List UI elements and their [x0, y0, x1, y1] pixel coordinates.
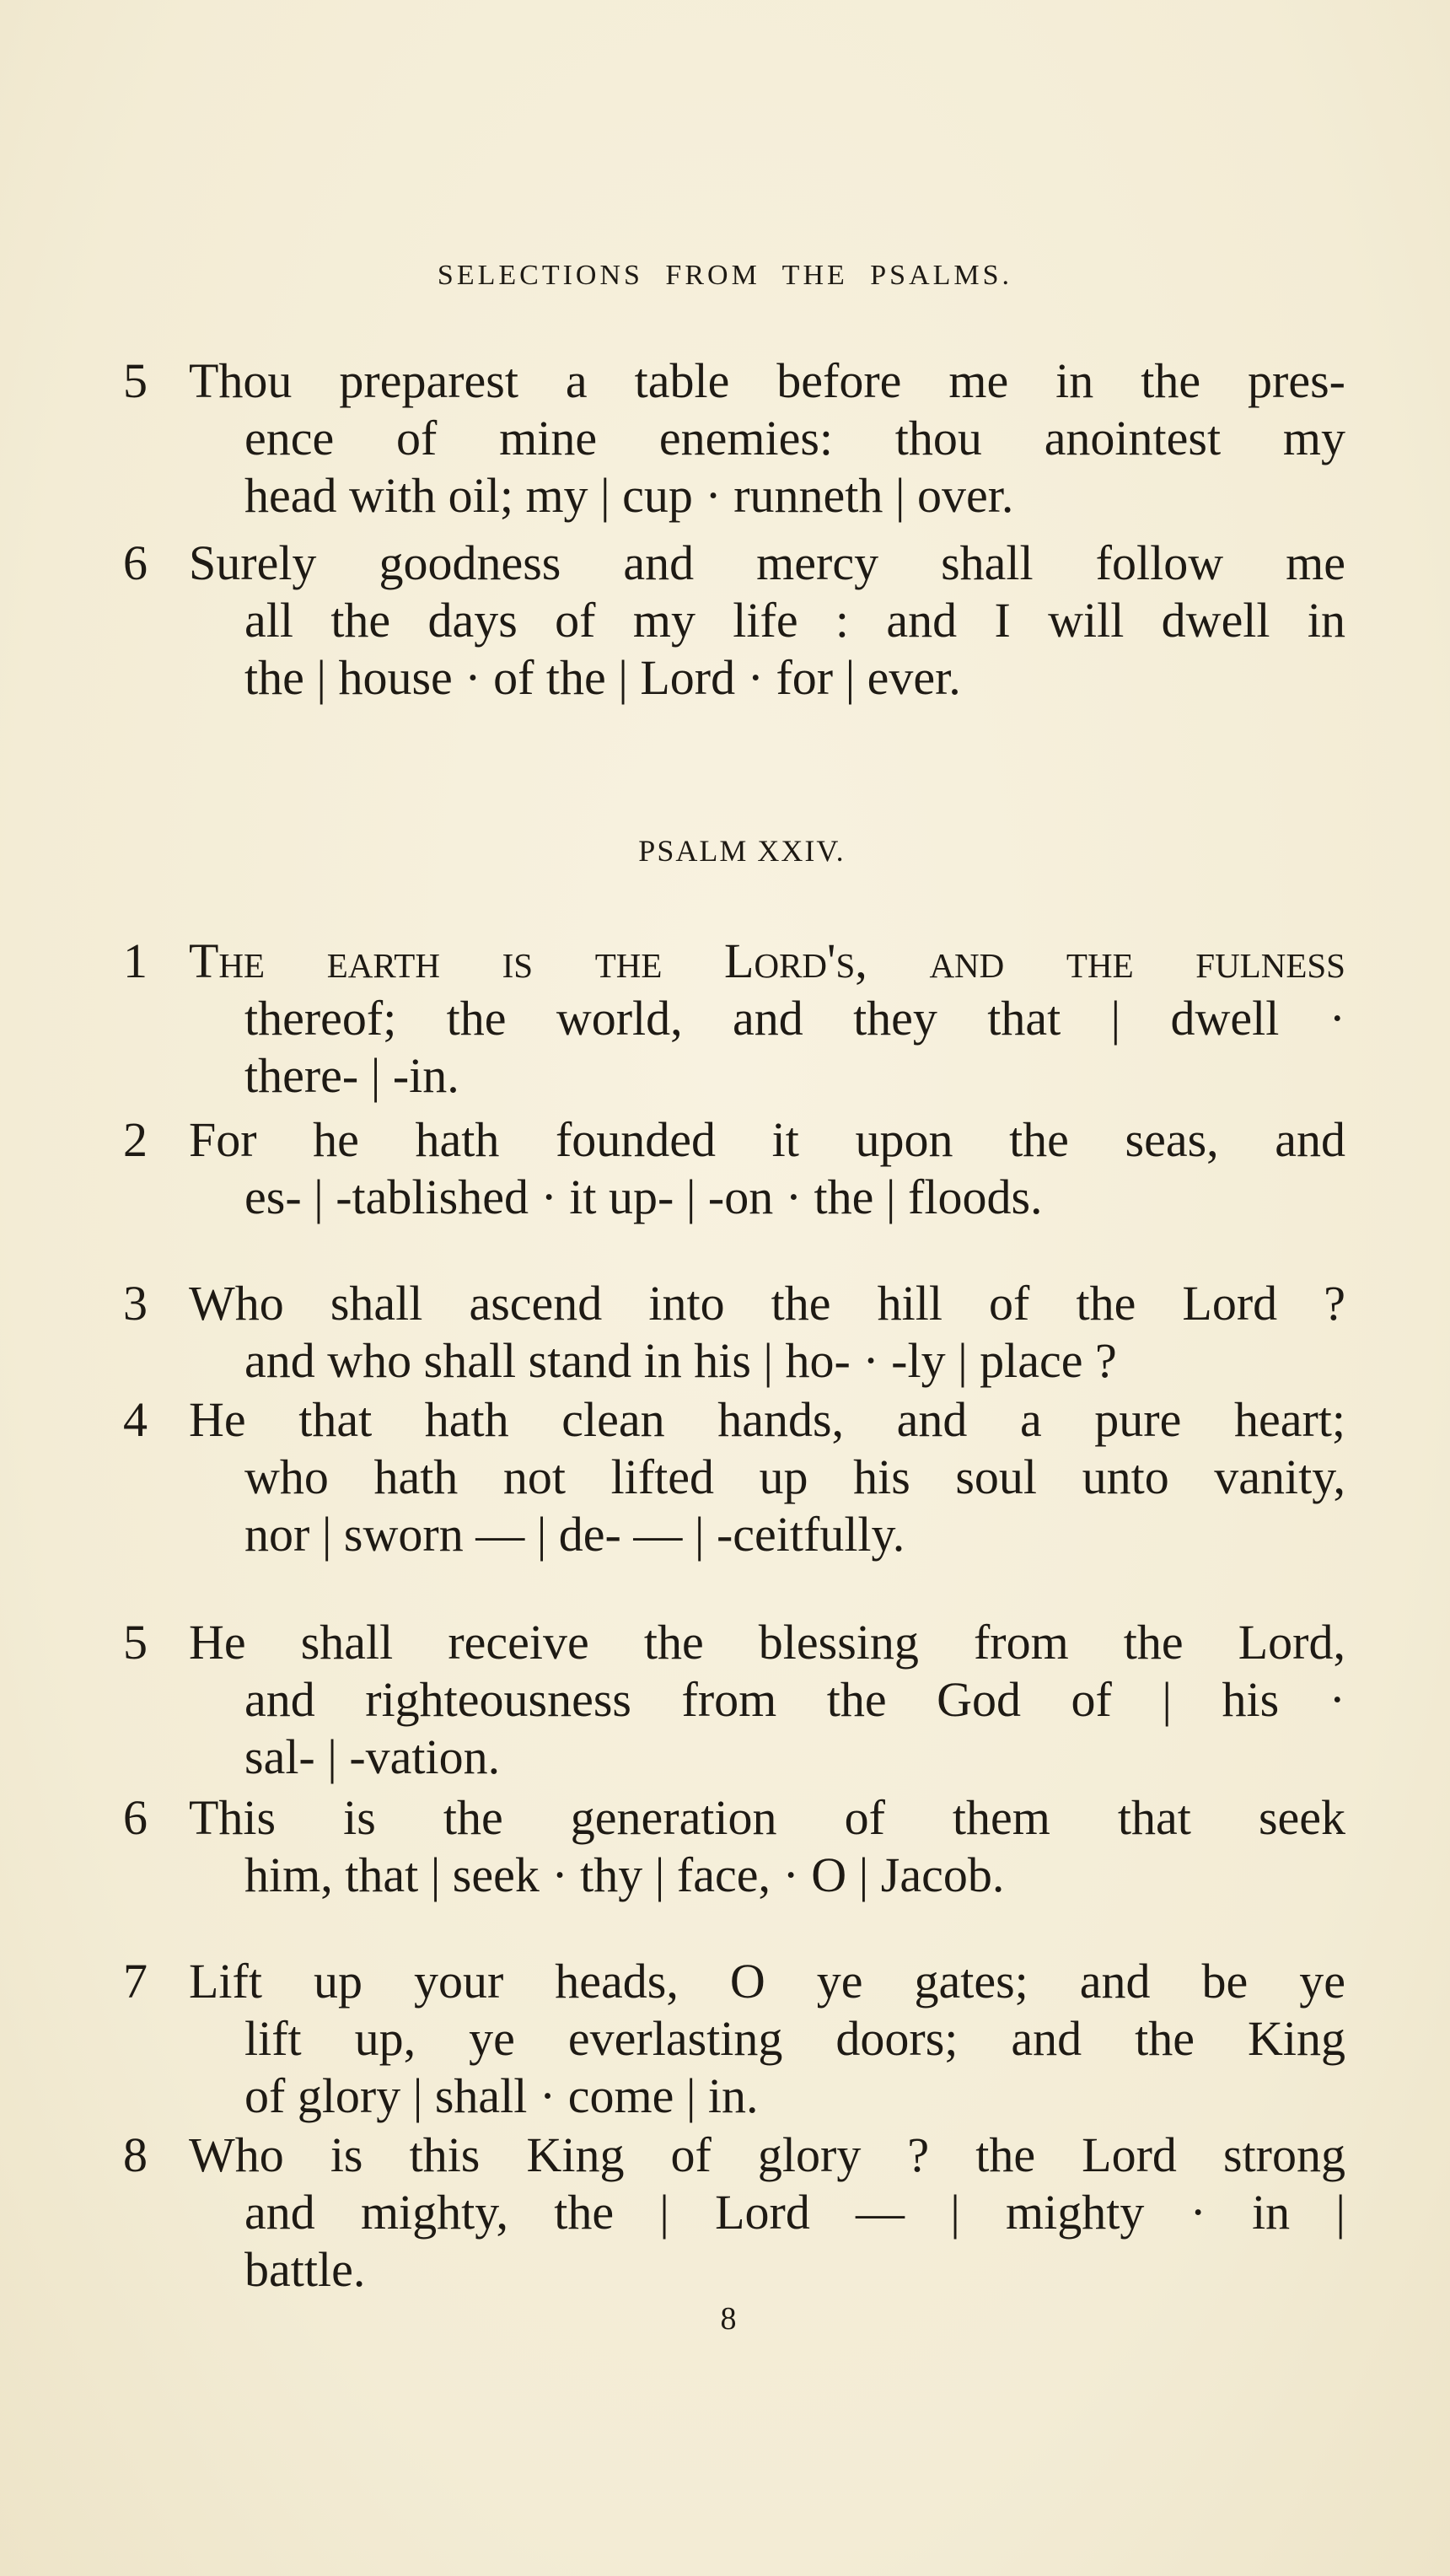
verse-line: and mighty, the | Lord — | mighty · in |	[244, 2185, 1345, 2240]
verse-24-4	[125, 1391, 1345, 1563]
verse-line: and righteousness from the God of | his ·	[244, 1672, 1345, 1727]
verse-line: who hath not lifted up his soul unto vanity,	[244, 1449, 1345, 1504]
verse-number: 8	[123, 2127, 148, 2182]
verse-24-5	[125, 1614, 1345, 1786]
verse-line: lift up, ye everlasting doors; and the King	[244, 2011, 1345, 2066]
verse-line: head with oil; my | cup · runneth | over.	[244, 468, 1014, 523]
verse-line: the | house · of the | Lord · for | ever.	[244, 650, 961, 705]
verse-line: es- | -tablished · it up- | -on · the | floods.	[244, 1170, 1043, 1224]
verse-24-6	[125, 1789, 1345, 1904]
verse-line: Surely goodness and mercy shall follow me	[189, 535, 1345, 590]
verse-line: sal- | -vation.	[244, 1729, 501, 1784]
verse-line: nor | sworn — | de- — | -ceitfully.	[244, 1507, 905, 1562]
verse-line: ence of mine enemies: thou anointest my	[244, 411, 1345, 465]
verse-24-7	[125, 1953, 1345, 2125]
verse-line: there- | -in.	[244, 1048, 459, 1103]
verse-line: He shall receive the blessing from the Lord,	[189, 1615, 1345, 1670]
verse-line: him, that | seek · thy | face, · O | Jacob.	[244, 1847, 1005, 1902]
page-number: 8	[720, 2301, 737, 2337]
verse-number: 5	[123, 1615, 148, 1670]
verse-line: The earth is the Lord's, and the fulness	[189, 933, 1345, 988]
verse-line: Who is this King of glory ? the Lord strong	[189, 2127, 1345, 2182]
verse-line: For he hath founded it upon the seas, and	[189, 1112, 1345, 1167]
verse-number: 3	[123, 1276, 148, 1331]
verse-number: 5	[123, 353, 148, 408]
verse-23-6	[125, 535, 1345, 707]
verse-line: of glory | shall · come | in.	[244, 2068, 759, 2123]
verse-number: 6	[123, 535, 148, 590]
verse-number: 2	[123, 1112, 148, 1167]
verse-24-1	[125, 933, 1345, 1105]
verse-24-3	[125, 1275, 1345, 1390]
psalm-title: PSALM XXIV.	[638, 834, 846, 868]
verse-line: Who shall ascend into the hill of the Lord ?	[189, 1276, 1345, 1331]
verse-24-8	[125, 2127, 1345, 2299]
verse-line: and who shall stand in his | ho- · -ly | place ?	[244, 1333, 1117, 1388]
verse-line: Thou preparest a table before me in the pres-	[189, 353, 1345, 408]
verse-line: battle.	[244, 2242, 366, 2297]
verse-number: 7	[123, 1954, 148, 2009]
verse-line: He that hath clean hands, and a pure heart;	[189, 1392, 1345, 1447]
verse-number: 6	[123, 1790, 148, 1845]
verse-number: 4	[123, 1392, 148, 1447]
verse-line: This is the generation of them that seek	[189, 1790, 1345, 1845]
verse-23-5	[125, 352, 1345, 524]
running-head: SELECTIONS FROM THE PSALMS.	[437, 260, 1013, 291]
verse-number: 1	[123, 933, 148, 988]
verse-line: thereof; the world, and they that | dwell ·	[244, 991, 1345, 1046]
verse-line: Lift up your heads, O ye gates; and be ye	[189, 1954, 1345, 2009]
verse-24-2	[125, 1111, 1345, 1226]
verse-line: all the days of my life : and I will dwell in	[244, 593, 1345, 648]
